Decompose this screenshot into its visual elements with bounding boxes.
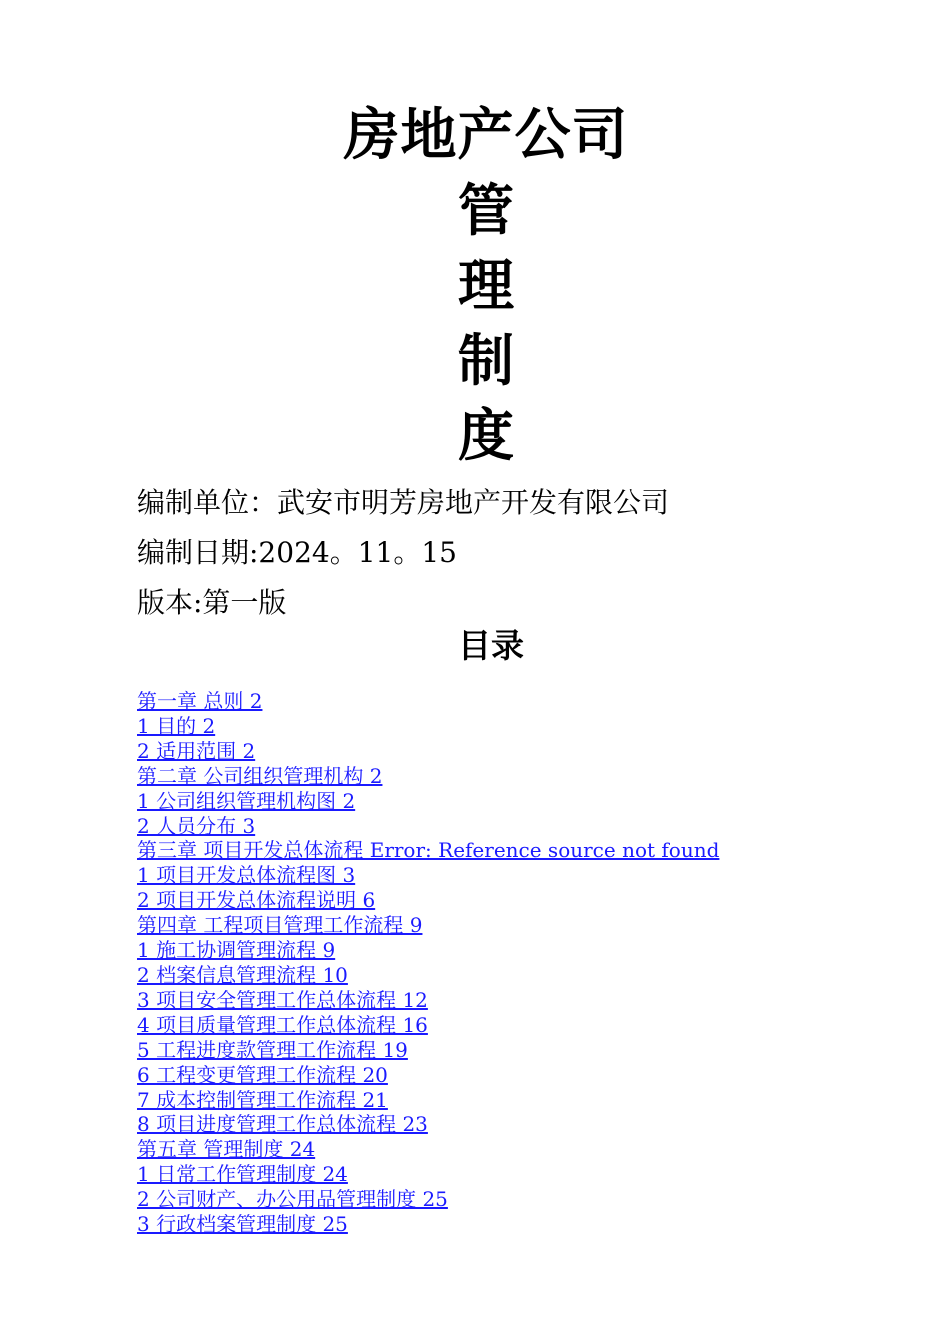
toc-link-chapter-1[interactable]: 第一章 总则 2 — [137, 689, 263, 713]
toc-link[interactable]: 2 档案信息管理流程 10 — [137, 962, 348, 987]
toc-link[interactable]: 1 项目开发总体流程图 3 — [137, 863, 356, 888]
toc-heading: 目录 — [458, 626, 524, 665]
title-char: 理 — [458, 254, 514, 319]
title-char: 制 — [458, 329, 514, 394]
toc-link[interactable]: 6 工程变更管理工作流程 20 — [137, 1062, 388, 1087]
toc-link[interactable]: 3 项目安全管理工作总体流程 12 — [137, 987, 428, 1012]
toc-link[interactable]: 1 目的 2 — [137, 713, 216, 738]
compiling-date: 编制日期:2024。11。15 — [137, 536, 457, 569]
toc-link[interactable]: 2 人员分布 3 — [137, 813, 256, 838]
toc-link[interactable]: 8 项目进度管理工作总体流程 23 — [137, 1112, 428, 1137]
toc-link[interactable]: 2 公司财产、办公用品管理制度 25 — [137, 1187, 448, 1212]
toc-link[interactable]: 7 成本控制管理工作流程 21 — [137, 1087, 388, 1112]
document-title — [0, 98, 950, 474]
compiling-unit: 编制单位：武安市明芳房地产开发有限公司 — [137, 486, 670, 519]
document-meta — [137, 478, 669, 628]
toc-link[interactable]: 2 适用范围 2 — [137, 738, 256, 763]
toc-link[interactable]: 3 行政档案管理制度 25 — [137, 1212, 348, 1237]
toc-link[interactable]: 1 日常工作管理制度 24 — [137, 1162, 348, 1187]
toc-link[interactable]: 2 项目开发总体流程说明 6 — [137, 888, 376, 913]
toc-link[interactable]: 1 公司组织管理机构图 2 — [137, 788, 356, 813]
toc-link-chapter-4[interactable]: 第四章 工程项目管理工作流程 9 — [137, 913, 423, 938]
title-main: 房地产公司 — [343, 103, 629, 168]
title-char: 度 — [458, 404, 514, 469]
title-char: 管 — [458, 179, 514, 244]
toc-link[interactable]: 5 工程进度款管理工作流程 19 — [137, 1037, 408, 1062]
toc-link-chapter-2[interactable]: 第二章 公司组织管理机构 2 — [137, 763, 383, 788]
table-of-contents — [137, 689, 917, 1237]
toc-link-chapter-5[interactable]: 第五章 管理制度 24 — [137, 1137, 316, 1162]
toc-link[interactable]: 4 项目质量管理工作总体流程 16 — [137, 1012, 428, 1037]
version: 版本:第一版 — [137, 586, 287, 619]
toc-link-chapter-3[interactable]: 第三章 项目开发总体流程 Error: Reference source not found — [137, 838, 720, 863]
toc-link[interactable]: 1 施工协调管理流程 9 — [137, 938, 336, 963]
